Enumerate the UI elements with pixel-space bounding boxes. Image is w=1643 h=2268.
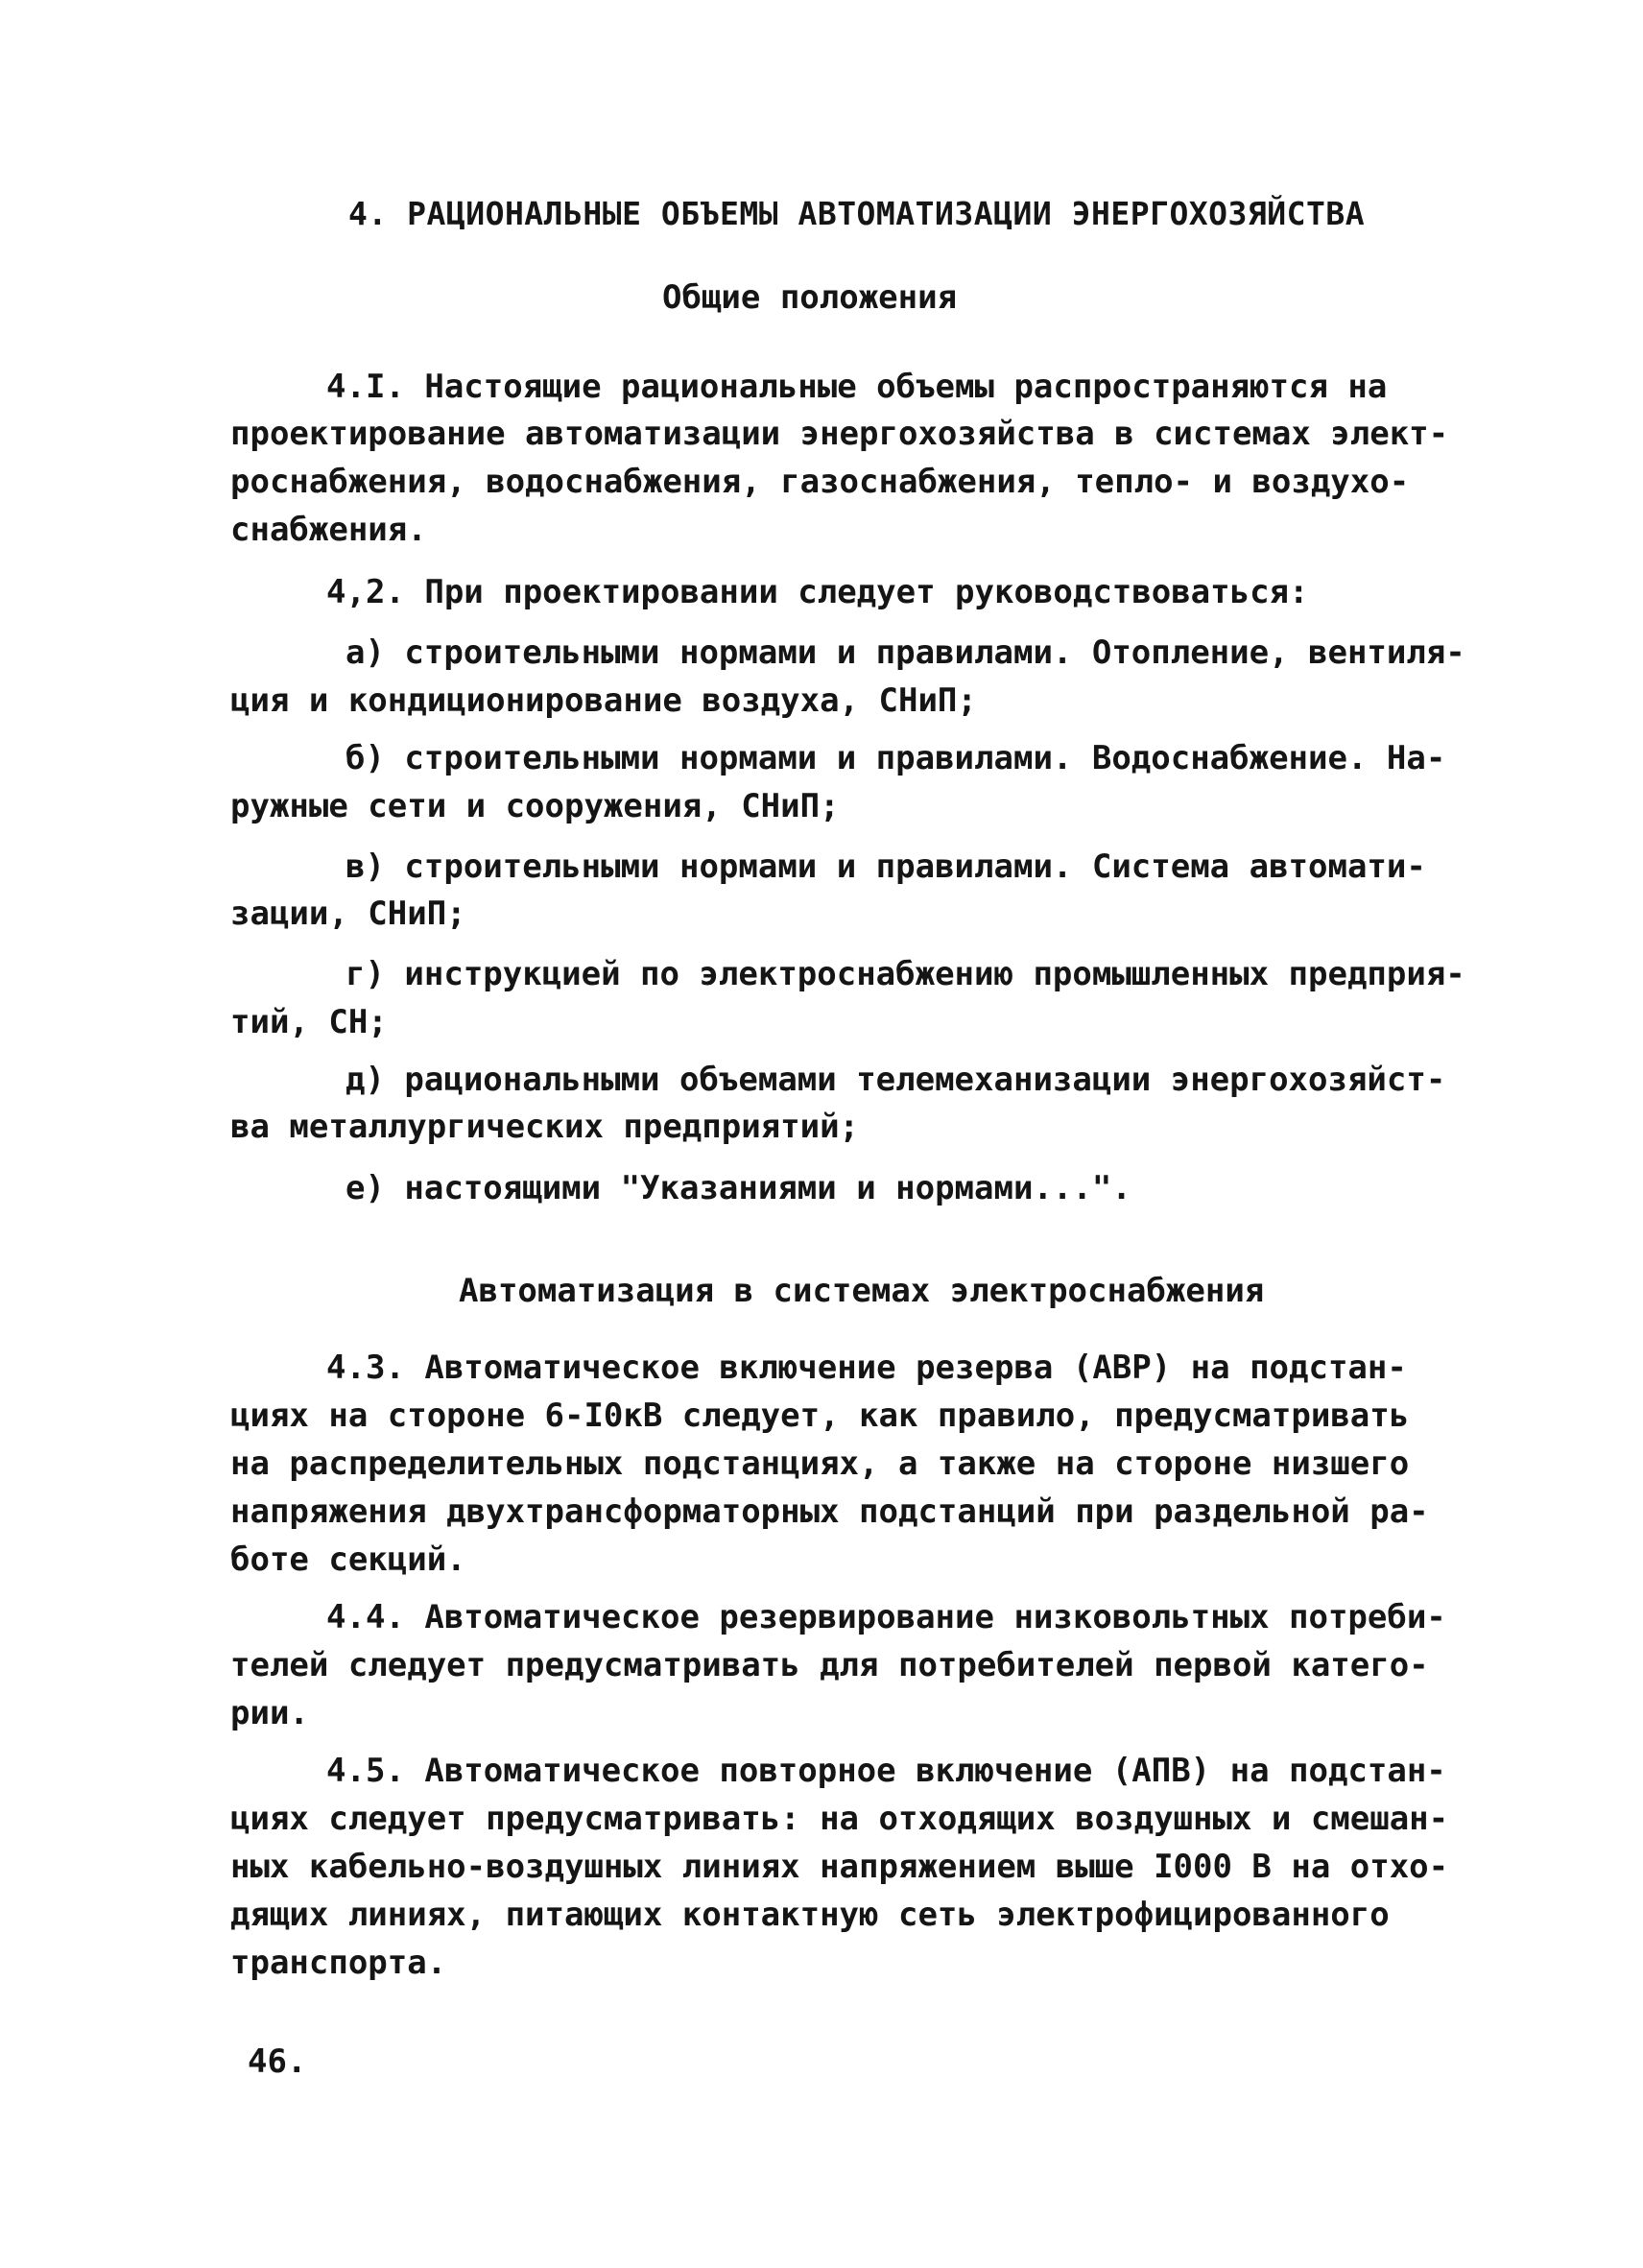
paragraph-4-4-line-3: рии. <box>230 1694 309 1732</box>
paragraph-4-3-line-3: на распределительных подстанциях, а также на стороне низшего <box>230 1444 1410 1483</box>
paragraph-4-4-line-2: телей следует предусматривать для потребителей первой катего- <box>230 1646 1429 1684</box>
item-g-line-2: тий, СН; <box>230 1003 388 1041</box>
paragraph-4-1-line-4: снабжения. <box>230 511 427 549</box>
item-v-line-1: в) строительными нормами и правилами. Система автомати- <box>345 848 1426 886</box>
item-a-line-1: а) строительными нормами и правилами. Отопление, вентиля- <box>345 633 1465 672</box>
section-heading-power-supply: Автоматизация в системах электроснабжения <box>459 1272 1265 1310</box>
paragraph-4-5-line-1: 4.5. Автоматическое повторное включение (АПВ) на подстан- <box>326 1752 1446 1790</box>
paragraph-4-5-line-4: дящих линиях, питающих контактную сеть электрофицированного <box>230 1896 1390 1934</box>
item-a-line-2: ция и кондиционирование воздуха, СНиП; <box>230 681 977 720</box>
paragraph-4-5-line-2: циях следует предусматривать: на отходящих воздушных и смешан- <box>230 1800 1449 1838</box>
page-title: 4. РАЦИОНАЛЬНЫЕ ОБЪЕМЫ АВТОМАТИЗАЦИИ ЭНЕРГОХОЗЯЙСТВА <box>348 195 1366 232</box>
paragraph-4-5-line-5: транспорта. <box>230 1944 447 1982</box>
section-heading-general: Общие положения <box>662 278 958 317</box>
item-e: е) настоящими "Указаниями и нормами...". <box>345 1169 1131 1207</box>
item-b-line-2: ружные сети и сооружения, СНиП; <box>230 787 840 825</box>
paragraph-4-4-line-1: 4.4. Автоматическое резервирование низковольтных потреби- <box>326 1598 1446 1636</box>
item-b-line-1: б) строительными нормами и правилами. Водоснабжение. На- <box>345 739 1446 777</box>
paragraph-4-3-line-5: боте секций. <box>230 1540 466 1579</box>
item-v-line-2: зации, СНиП; <box>230 895 466 933</box>
paragraph-4-3-line-4: напряжения двухтрансформаторных подстанций при раздельной ра- <box>230 1492 1429 1531</box>
paragraph-4-2: 4,2. При проектировании следует руководствоваться: <box>326 573 1309 611</box>
paragraph-4-1-line-2: проектирование автоматизации энергохозяйства в системах элект- <box>230 415 1449 453</box>
paragraph-4-5-line-3: ных кабельно-воздушных линиях напряжением выше I000 В на отхо- <box>230 1848 1449 1886</box>
item-d-line-1: д) рациональными объемами телемеханизации энергохозяйст- <box>345 1061 1446 1099</box>
paragraph-4-3-line-2: циях на стороне 6-I0кВ следует, как правило, предусматривать <box>230 1397 1410 1435</box>
paragraph-4-1-line-1: 4.I. Настоящие рациональные объемы распространяются на <box>326 368 1388 406</box>
item-g-line-1: г) инструкцией по электроснабжению промышленных предприя- <box>345 955 1465 993</box>
page-number: 46. <box>248 2042 307 2081</box>
item-d-line-2: ва металлургических предприятий; <box>230 1108 860 1146</box>
paragraph-4-3-line-1: 4.3. Автоматическое включение резерва (АВР) на подстан- <box>326 1349 1407 1387</box>
paragraph-4-1-line-3: роснабжения, водоснабжения, газоснабжения, тепло- и воздухо- <box>230 463 1410 501</box>
